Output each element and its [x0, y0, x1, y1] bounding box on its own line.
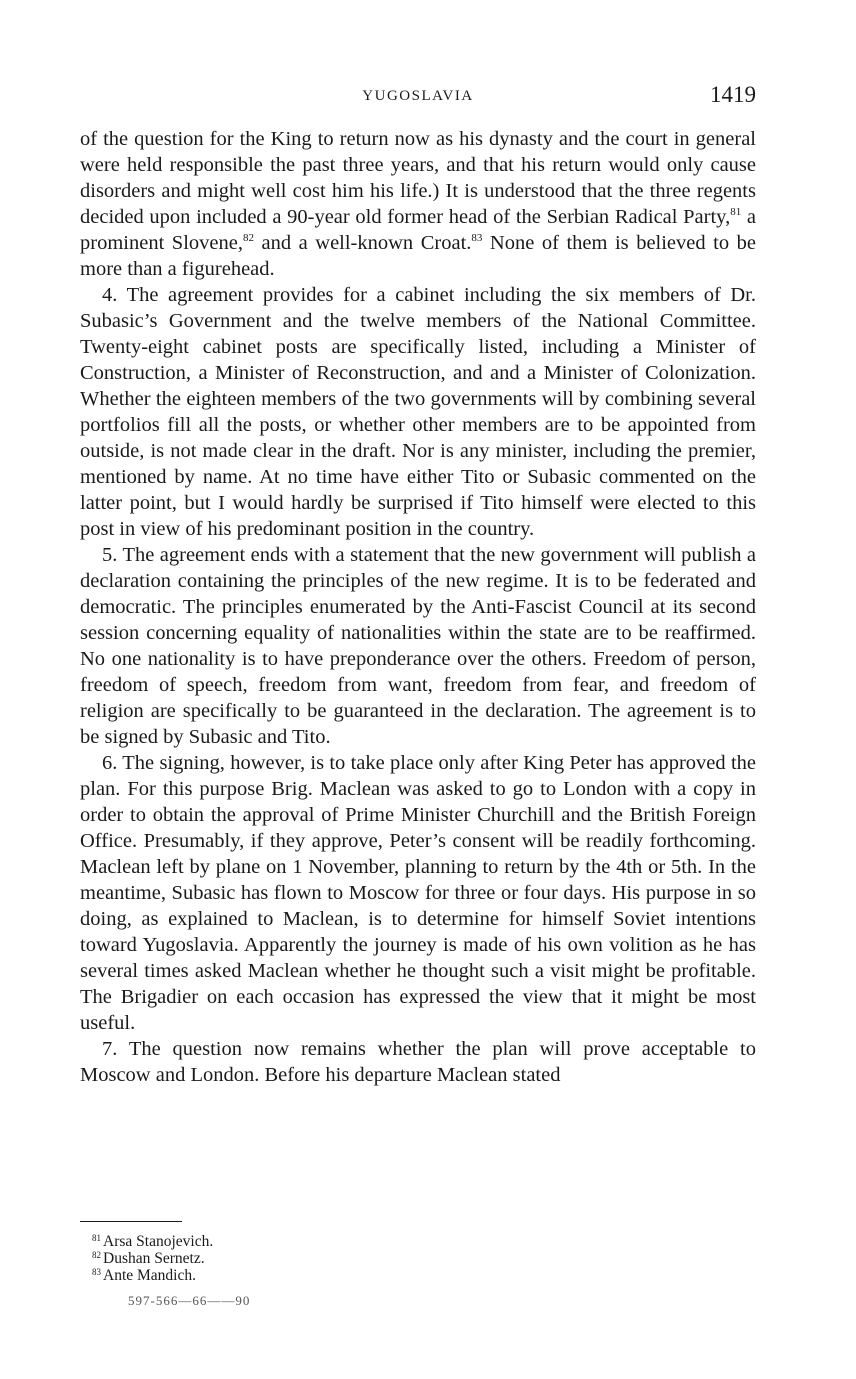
paragraph-text: 4. The agreement provides for a cabinet including the six members of Dr. Subasic’s Government and the twelve members of the National Committee. Twenty-eight cabinet posts are specifically listed, including a Minister of Construction, a Minister of Reconstruction, and and a Minister of Colonization. Whether the eighteen members of the two governments will by combining several portfolios fill all the posts, or whether other members are to be appointed from outside, is not made clear in the draft. Nor is any minister, including the premier, mentioned by name. At no time have either Tito or Subasic commented on the latter point, but I would hardly be surprised if Tito himself were elected to this post in view of his predominant position in the country. — [80, 284, 756, 540]
page-number: 1419 — [710, 82, 756, 107]
footnote-divider — [80, 1221, 182, 1222]
print-code: 597-566—66——90 — [128, 1293, 251, 1308]
footnote-82 — [92, 1250, 592, 1267]
footnote-text: Arsa Stanojevich. — [103, 1233, 214, 1250]
body-text — [80, 126, 756, 1088]
paragraph-text: 6. The signing, however, is to take place only after King Peter has approved the plan. For this purpose Brig. Maclean was asked to go to London with a copy in order to obtain the approval of Prime Minister Churchill and the British Foreign Office. Presumably, if they approve, Peter’s consent will be readily forthcoming. Maclean left by plane on 1 November, planning to return by the 4th or 5th. In the meantime, Subasic has flown to Moscow for three or four days. His purpose in so doing, as explained to Maclean, is to determine for himself Soviet intentions toward Yugoslavia. Apparently the journey is made of his own volition as he has several times asked Maclean whether he thought such a visit might be profitable. The Brigadier on each occasion has expressed the view that it might be most useful. — [80, 752, 756, 1034]
running-title: YUGOSLAVIA — [362, 88, 474, 104]
footnote-reference-82: 82 — [242, 232, 254, 244]
paragraph-text: 5. The agreement ends with a statement that the new government will publish a declaration containing the principles of the new regime. It is to be federated and democratic. The principles enumerated by the Anti-Fascist Council at its second session concerning equality of nationalities within the state are to be reaffirmed. No one nationality is to have preponderance over the others. Freedom of person, freedom of speech, freedom from want, freedom from fear, and freedom of religion are specifically to be guaranteed in the declaration. The agreement is to be signed by Subasic and Tito. — [80, 544, 756, 748]
paragraph-text: of the question for the King to return now as his dynasty and the court in general were held responsible the past three years, and that his return would only cause disorders and might well cost him his life.) It is understood that the three regents decided upon included a 90-year old former head of the Serbian Radical Party, — [80, 128, 756, 228]
footnote-83 — [92, 1267, 592, 1284]
running-head — [80, 82, 756, 112]
footnotes — [92, 1233, 592, 1284]
paragraph-text: a prominent Slovene, — [80, 206, 756, 254]
paragraph-7 — [80, 1036, 756, 1088]
footnote-number: 83 — [92, 1267, 101, 1277]
paragraph-text: and a well-known Croat. — [253, 232, 472, 254]
paragraph-continuation — [80, 126, 756, 282]
paragraph-6 — [80, 750, 756, 1036]
footnote-text: Dushan Sernetz. — [103, 1250, 205, 1267]
footnote-text: Ante Mandich. — [103, 1267, 196, 1284]
paragraph-text: None of them is believed to be more than a figurehead. — [80, 232, 756, 280]
paragraph-text: 7. The question now remains whether the plan will prove acceptable to Moscow and London. Before his departure Maclean stated — [80, 1038, 756, 1086]
paragraph-4 — [80, 282, 756, 542]
paragraph-5 — [80, 542, 756, 750]
footnote-81 — [92, 1233, 592, 1250]
footnote-reference-81: 81 — [730, 206, 742, 218]
footnote-number: 81 — [92, 1233, 101, 1243]
footnote-reference-83: 83 — [471, 232, 483, 244]
footnote-number: 82 — [92, 1250, 101, 1260]
